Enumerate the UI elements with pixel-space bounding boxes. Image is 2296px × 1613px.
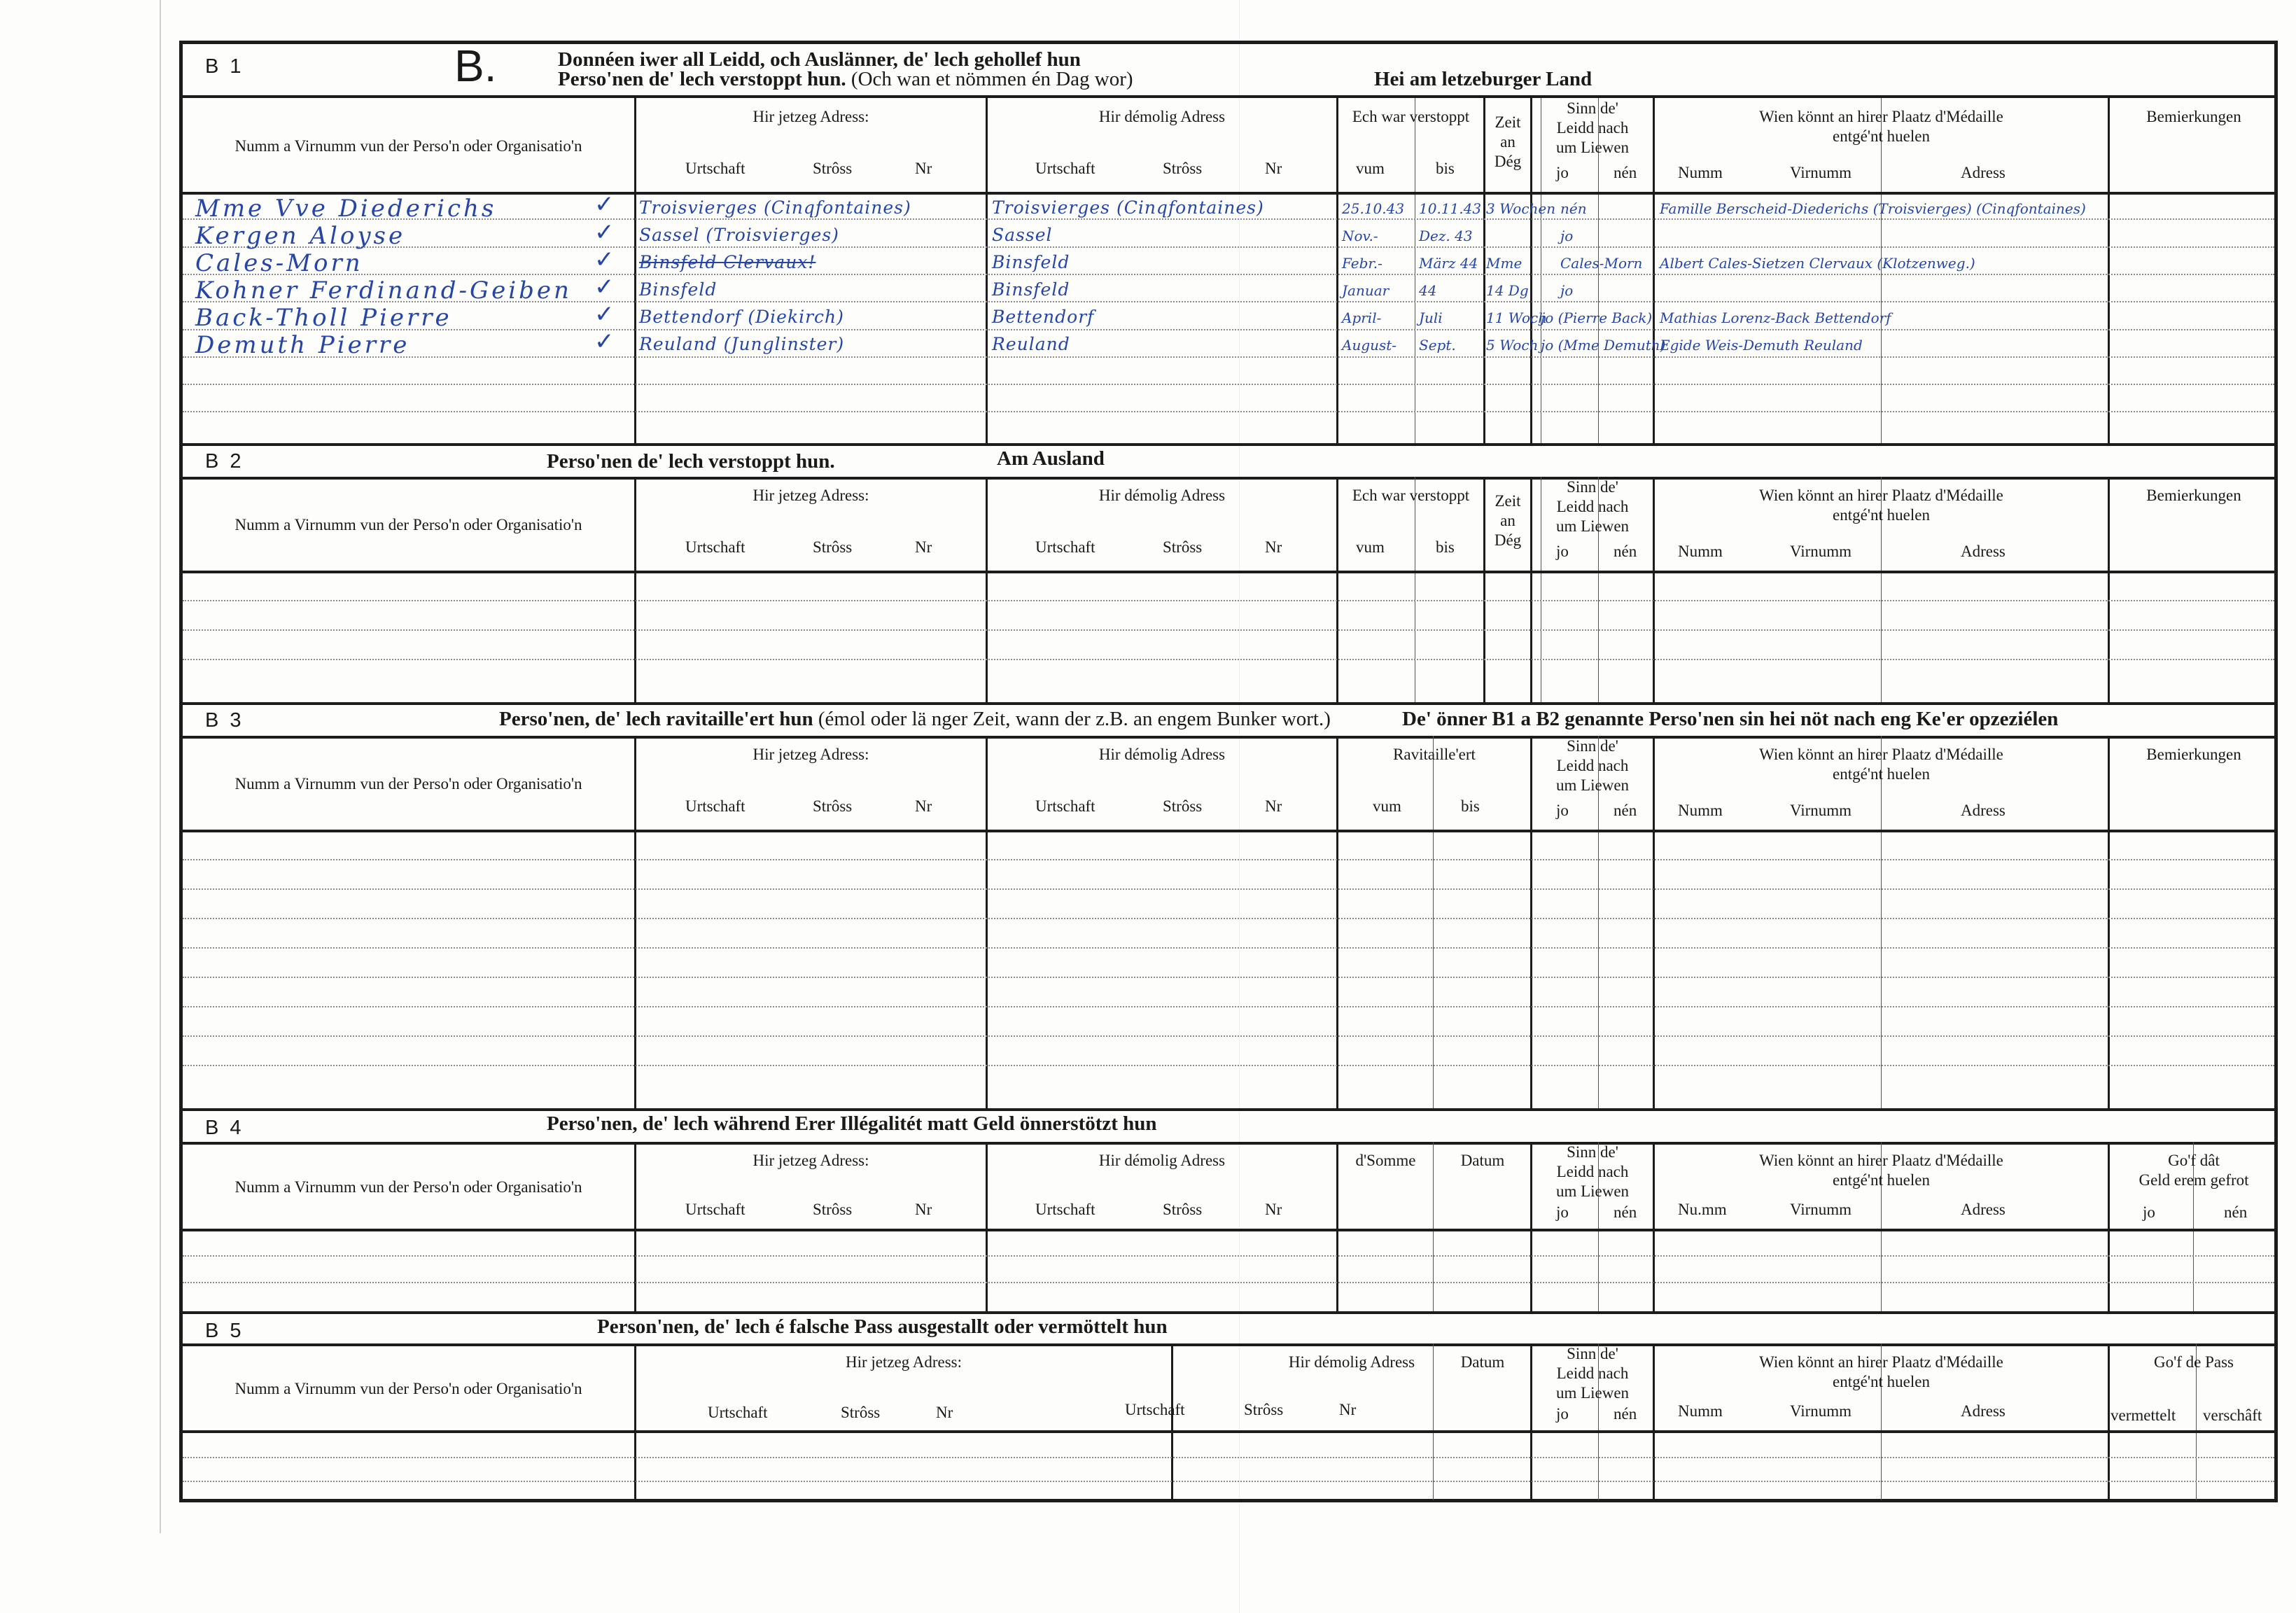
row-from: Febr.- [1342, 255, 1382, 272]
b4-title: Perso'nen, de' lech während Erer Illégalitét matt Geld önnerstötzt hun [547, 1112, 1157, 1135]
col-header-name: Numm a Virnumm vun der Perso'n oder Organisatio'n [234, 516, 582, 533]
row-name: Kergen Aloyse [195, 222, 406, 250]
b5-id: B 5 [205, 1320, 244, 1342]
col-sep [1336, 98, 1338, 443]
b3-title-note: (émol oder lä nger Zeit, wann der z.B. an engem Bunker wort.) [818, 708, 1331, 730]
checkmark-icon: ✓ [594, 246, 615, 274]
row-medal: Famille Berscheid-Diederichs (Troisvierges) (Cinqfontaines) [1660, 200, 2086, 217]
col-header-former-address: Hir démolig Adress [1098, 487, 1226, 504]
col-header-alive-2: Leidd nach [1556, 757, 1629, 774]
col-header-remarks: Bemierkungen [2146, 108, 2241, 125]
row-alive: jo (Pierre Back) [1541, 309, 1653, 326]
col-header-to: bis [1461, 797, 1480, 815]
col-header-alive-1: Sinn de' [1567, 737, 1618, 755]
b5-header [183, 1311, 2274, 1346]
col-header-remarks: Bemierkungen [2146, 746, 2241, 763]
col-header-money-1: Go'f dât [2168, 1152, 2220, 1169]
col-sep [1433, 736, 1434, 1108]
row-from: Nov.- [1342, 228, 1378, 244]
b1-header [183, 41, 2274, 98]
col-header-town: Urtschaft [1035, 1201, 1096, 1218]
col-sep [986, 98, 988, 443]
col-header-medal-1: Wien könnt an hirer Plaatz d'Médaille [1759, 1152, 2003, 1169]
row-former-address: Troisvierges (Cinqfontaines) [992, 197, 1264, 218]
col-header-current-address: Hir jetzeg Adress: [752, 746, 869, 763]
row-line [183, 629, 2274, 631]
row-medal: Albert Cales-Sietzen Clervaux (Klotzenweg.) [1660, 255, 1975, 272]
header-rule [183, 1430, 2274, 1433]
col-header-street: Strôss [1163, 538, 1203, 556]
col-header-address: Adress [1961, 802, 2005, 819]
row-from: August- [1342, 337, 1397, 354]
col-header-surname: Nu.mm [1678, 1201, 1727, 1218]
col-header-street: Strôss [1163, 797, 1203, 815]
col-header-name: Numm a Virnumm vun der Perso'n oder Organisatio'n [234, 1178, 582, 1196]
col-header-surname: Numm [1678, 1402, 1723, 1420]
col-header-former-address: Hir démolig Adress [1098, 108, 1226, 125]
col-header-yes: jo [1556, 802, 1569, 819]
col-sep [986, 477, 988, 702]
col-header-medal-1: Wien könnt an hirer Plaatz d'Médaille [1759, 746, 2003, 763]
row-line [183, 1481, 2274, 1482]
col-sep [1653, 736, 1655, 1108]
col-header-street: Strôss [813, 160, 853, 177]
col-sep [1881, 736, 1882, 1108]
b1-title-line1: Donnéen iwer all Leidd, och Auslänner, de' lech gehollef hun [558, 48, 1081, 71]
col-header-town: Urtschaft [1035, 160, 1096, 177]
col-sep [2108, 477, 2110, 702]
col-header-nr: Nr [1265, 160, 1282, 177]
col-header-hidden: Ech war verstoppt [1352, 108, 1470, 125]
col-header-surname: Numm [1678, 164, 1723, 181]
row-line [183, 659, 2274, 660]
col-header-alive-1: Sinn de' [1567, 1345, 1618, 1362]
row-line [183, 1035, 2274, 1037]
row-line [183, 918, 2274, 919]
b3-grid [183, 736, 2274, 1108]
col-header-pass: Go'f de Pass [2153, 1353, 2234, 1371]
col-header-medal-2: entgé'nt huelen [1833, 765, 1930, 783]
row-days: 3 Wochen [1486, 200, 1556, 217]
col-header-nr: Nr [915, 797, 932, 815]
col-header-pass-made: verschâft [2203, 1406, 2262, 1424]
col-header-no: nén [1614, 802, 1637, 819]
col-header-medal-2: entgé'nt huelen [1833, 506, 1930, 524]
col-header-current-address: Hir jetzeg Adress: [752, 1152, 869, 1169]
col-header-alive-2: Leidd nach [1556, 1364, 1629, 1382]
header-rule [183, 830, 2274, 832]
col-header-firstname: Virnumm [1790, 164, 1852, 181]
col-sep [1433, 1142, 1434, 1311]
row-line [183, 1255, 2274, 1257]
col-header-days-1: Zeit [1494, 113, 1521, 131]
row-alive: jo [1560, 228, 1574, 244]
row-name: Demuth Pierre [195, 331, 410, 359]
b3-title [499, 708, 1331, 731]
b2-title: Perso'nen de' lech verstoppt hun. [547, 450, 835, 473]
col-header-date: Datum [1460, 1353, 1505, 1371]
b1-title-tail: Hei am letzeburger Land [1374, 68, 1592, 90]
row-name: Mme Vve Diederichs [195, 195, 497, 223]
col-header-former-address: Hir démolig Adress [1098, 1152, 1226, 1169]
col-header-town: Urtschaft [708, 1404, 768, 1421]
col-header-medal-1: Wien könnt an hirer Plaatz d'Médaille [1759, 108, 2003, 125]
col-header-medal-1: Wien könnt an hirer Plaatz d'Médaille [1759, 487, 2003, 504]
col-header-from: vum [1356, 160, 1385, 177]
col-header-town: Urtschaft [1125, 1401, 1185, 1418]
col-header-address: Adress [1961, 1402, 2005, 1420]
b5-grid [183, 1343, 2274, 1500]
section-b1 [183, 41, 2274, 443]
b2-id: B 2 [205, 450, 244, 473]
b1-title-text: Perso'nen de' lech verstoppt hun. [558, 68, 846, 90]
row-line [183, 600, 2274, 601]
row-medal: Mathias Lorenz-Back Bettendorf [1660, 309, 1891, 326]
col-header-yes: jo [1556, 1405, 1569, 1423]
b1-id: B 1 [205, 55, 244, 78]
col-header-street: Strôss [1163, 160, 1203, 177]
col-header-alive-2: Leidd nach [1556, 119, 1629, 137]
col-header-street: Strôss [813, 797, 853, 815]
col-header-alive-3: um Liewen [1555, 517, 1630, 535]
col-header-yes: jo [1556, 164, 1569, 181]
row-line [183, 1065, 2274, 1066]
col-header-street: Strôss [841, 1404, 881, 1421]
row-line [183, 888, 2274, 890]
row-name: Back-Tholl Pierre [195, 304, 452, 332]
b5-title: Person'nen, de' lech é falsche Pass ausgestallt oder vermöttelt hun [597, 1315, 1168, 1338]
col-header-name: Numm a Virnumm vun der Perso'n oder Organisatio'n [234, 1380, 582, 1397]
form-sheet [179, 41, 2278, 1502]
col-header-town: Urtschaft [685, 160, 746, 177]
col-header-firstname: Virnumm [1790, 1402, 1852, 1420]
section-b4 [183, 1108, 2274, 1311]
row-line [183, 977, 2274, 978]
col-header-days-2: an [1500, 512, 1516, 529]
row-current-address: Binsfeld [639, 279, 718, 300]
col-header-nr: Nr [1339, 1401, 1357, 1418]
col-header-medal-2: entgé'nt huelen [1833, 127, 1930, 145]
col-header-surname: Numm [1678, 802, 1723, 819]
row-line [183, 947, 2274, 949]
col-sep [1336, 477, 1338, 702]
b1-title-line2 [558, 68, 1133, 91]
section-b3 [183, 702, 2274, 1108]
checkmark-icon: ✓ [594, 190, 615, 218]
row-alive: nén [1560, 200, 1587, 217]
scan-fold-line [160, 0, 161, 1533]
col-header-town: Urtschaft [685, 797, 746, 815]
b3-title-tail: De' önner B1 a B2 genannte Perso'nen sin hei nöt nach eng Ke'er opzeziélen [1402, 708, 2059, 730]
row-line [183, 1457, 2274, 1458]
col-header-address: Adress [1961, 164, 2005, 181]
col-header-street: Strôss [1163, 1201, 1203, 1218]
row-current-address: Reuland (Junglinster) [639, 334, 845, 354]
col-header-nr: Nr [915, 160, 932, 177]
col-header-current-address: Hir jetzeg Adress: [752, 487, 869, 504]
col-header-alive-3: um Liewen [1555, 1182, 1630, 1200]
col-header-town: Urtschaft [1035, 797, 1096, 815]
row-to: Dez. 43 [1419, 228, 1473, 244]
row-to: 10.11.43 [1419, 200, 1482, 217]
col-header-firstname: Virnumm [1790, 802, 1852, 819]
col-header-name: Numm a Virnumm vun der Perso'n oder Organisatio'n [234, 775, 582, 792]
col-header-nr: Nr [1265, 1201, 1282, 1218]
section-b2 [183, 443, 2274, 702]
col-header-no: nén [1614, 164, 1637, 181]
col-header-alive-2: Leidd nach [1556, 1163, 1629, 1180]
col-header-address: Adress [1961, 543, 2005, 560]
row-line [183, 411, 2274, 412]
col-header-no: nén [1614, 1405, 1637, 1423]
col-header-alive-1: Sinn de' [1567, 1143, 1618, 1161]
col-sep [2108, 736, 2110, 1108]
col-header-street: Strôss [813, 1201, 853, 1218]
row-former-address: Binsfeld [992, 279, 1070, 300]
row-to: Sept. [1419, 337, 1456, 354]
section-letter: B. [454, 41, 497, 91]
row-alive: jo [1560, 282, 1574, 299]
col-header-alive-1: Sinn de' [1567, 478, 1618, 496]
col-header-yes: jo [2143, 1203, 2155, 1221]
col-header-money-2: Geld erem gefrot [2138, 1171, 2249, 1189]
b4-header [183, 1108, 2274, 1145]
col-header-alive-3: um Liewen [1555, 139, 1630, 156]
b1-title-note: (Och wan et nömmen én Dag wor) [850, 68, 1133, 90]
row-days: 14 Dg [1486, 282, 1529, 299]
col-header-days-1: Zeit [1494, 492, 1521, 510]
col-header-current-address: Hir jetzeg Adress: [752, 108, 869, 125]
b3-id: B 3 [205, 709, 244, 732]
row-to: 44 [1419, 282, 1437, 299]
col-header-from: vum [1373, 797, 1401, 815]
row-line [183, 246, 2274, 248]
section-b5 [183, 1311, 2274, 1506]
col-header-current-address: Hir jetzeg Adress: [845, 1353, 962, 1371]
col-header-medal-2: entgé'nt huelen [1833, 1373, 1930, 1390]
row-line [183, 859, 2274, 860]
col-header-street: Strôss [1244, 1401, 1284, 1418]
row-former-address: Binsfeld [992, 252, 1070, 272]
row-name: Cales-Morn [195, 249, 363, 277]
row-former-address: Reuland [992, 334, 1070, 354]
row-alive: jo (Mme Demuth) [1541, 337, 1666, 354]
col-header-amount: d'Somme [1355, 1152, 1416, 1169]
row-to: Juli [1419, 309, 1443, 326]
col-sep [2108, 98, 2110, 443]
row-medal: Egide Weis-Demuth Reuland [1660, 337, 1863, 354]
col-sep [634, 98, 636, 443]
col-header-alive-3: um Liewen [1555, 776, 1630, 794]
row-current-address: Sassel (Troisvierges) [639, 225, 839, 245]
col-header-nr: Nr [1265, 538, 1282, 556]
col-header-nr: Nr [915, 1201, 932, 1218]
row-former-address: Bettendorf [992, 307, 1095, 327]
col-header-nr: Nr [936, 1404, 953, 1421]
row-from: 25.10.43 [1342, 200, 1405, 217]
col-header-from: vum [1356, 538, 1385, 556]
row-line [183, 384, 2274, 385]
col-header-yes: jo [1556, 543, 1569, 560]
col-header-medal-2: entgé'nt huelen [1833, 1171, 1930, 1189]
col-header-nr: Nr [1265, 797, 1282, 815]
col-sep [634, 477, 636, 702]
row-former-address: Sassel [992, 225, 1053, 245]
b1-grid [183, 98, 2274, 443]
row-days: 5 Woch [1486, 337, 1539, 354]
row-current-address: Binsfeld Clervaux! [639, 252, 816, 272]
col-header-hidden: Ech war verstoppt [1352, 487, 1470, 504]
col-header-former-address: Hir démolig Adress [1098, 746, 1226, 763]
col-header-firstname: Virnumm [1790, 1201, 1852, 1218]
header-rule [183, 571, 2274, 573]
col-sep [1653, 98, 1655, 443]
row-name: Kohner Ferdinand-Geiben [195, 277, 572, 305]
col-header-alive-2: Leidd nach [1556, 498, 1629, 515]
col-header-alive-3: um Liewen [1555, 1384, 1630, 1402]
col-header-pass-given: vermettelt [2110, 1406, 2176, 1424]
b4-id: B 4 [205, 1117, 244, 1139]
col-header-alive-1: Sinn de' [1567, 99, 1618, 117]
row-from: Januar [1342, 282, 1390, 299]
col-header-supplied: Ravitaille'ert [1393, 746, 1476, 763]
b2-title-tail: Am Ausland [997, 447, 1105, 470]
row-days: Mme [1486, 255, 1522, 272]
header-rule [183, 1229, 2274, 1231]
col-header-address: Adress [1961, 1201, 2005, 1218]
col-header-no: nén [1614, 1203, 1637, 1221]
row-alive: Cales-Morn [1560, 255, 1643, 272]
col-header-days-3: Dég [1494, 531, 1522, 549]
row-line [183, 329, 2274, 330]
col-header-medal-1: Wien könnt an hirer Plaatz d'Médaille [1759, 1353, 2003, 1371]
checkmark-icon: ✓ [594, 328, 615, 356]
row-current-address: Bettendorf (Diekirch) [639, 307, 844, 327]
row-line [183, 356, 2274, 358]
col-header-days-3: Dég [1494, 153, 1522, 170]
col-header-no: nén [1614, 543, 1637, 560]
col-header-days-2: an [1500, 133, 1516, 151]
col-header-town: Urtschaft [685, 1201, 746, 1218]
col-header-street: Strôss [813, 538, 853, 556]
checkmark-icon: ✓ [594, 218, 615, 246]
checkmark-icon: ✓ [594, 273, 615, 301]
col-header-former-address: Hir démolig Adress [1288, 1353, 1415, 1371]
row-line [183, 274, 2274, 275]
col-sep [986, 736, 988, 1108]
col-header-nr: Nr [915, 538, 932, 556]
col-header-remarks: Bemierkungen [2146, 487, 2241, 504]
col-header-to: bis [1436, 538, 1455, 556]
col-sep [1336, 736, 1338, 1108]
col-header-date: Datum [1460, 1152, 1505, 1169]
col-header-town: Urtschaft [1035, 538, 1096, 556]
col-header-to: bis [1436, 160, 1455, 177]
b2-header [183, 443, 2274, 480]
col-header-yes: jo [1556, 1203, 1569, 1221]
b3-header [183, 702, 2274, 739]
row-current-address: Troisvierges (Cinqfontaines) [639, 197, 911, 218]
row-days: 11 Woch [1486, 309, 1548, 326]
row-to: März 44 [1419, 255, 1478, 272]
b4-grid [183, 1142, 2274, 1311]
col-header-no: nén [2224, 1203, 2248, 1221]
row-from: April- [1342, 309, 1382, 326]
col-header-surname: Numm [1678, 543, 1723, 560]
col-header-firstname: Virnumm [1790, 543, 1852, 560]
b2-grid [183, 477, 2274, 702]
row-line [183, 1282, 2274, 1283]
col-header-town: Urtschaft [685, 538, 746, 556]
col-header-name: Numm a Virnumm vun der Perso'n oder Organisatio'n [234, 137, 582, 155]
col-sep [634, 736, 636, 1108]
checkmark-icon: ✓ [594, 300, 615, 328]
b3-title-text: Perso'nen, de' lech ravitaille'ert hun [499, 708, 813, 730]
row-line [183, 1006, 2274, 1007]
